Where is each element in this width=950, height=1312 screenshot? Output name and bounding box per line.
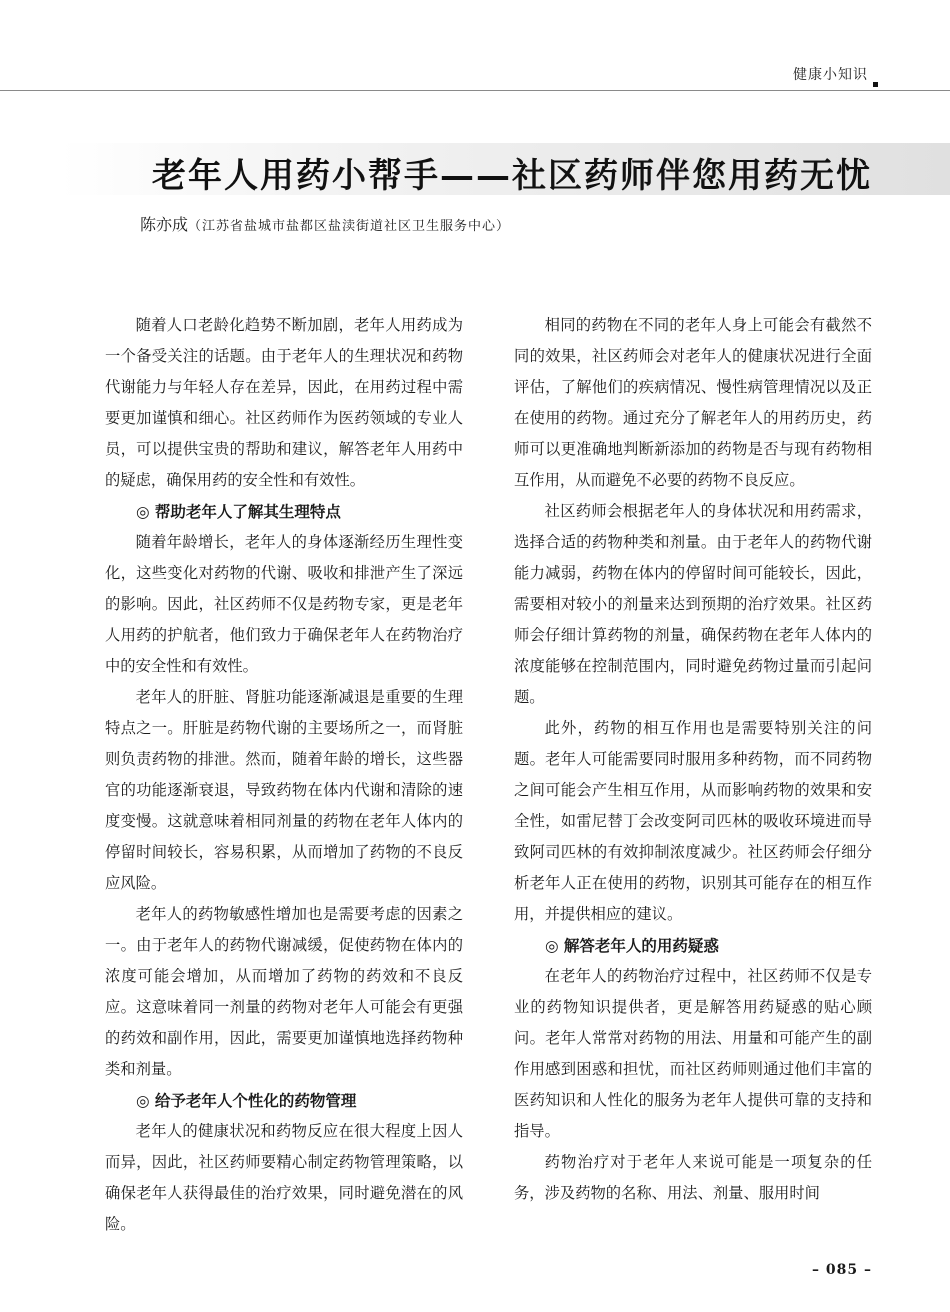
paragraph: 老年人的药物敏感性增加也是需要考虑的因素之一。由于老年人的药物代谢减缓，促使药物在体内的浓度可能会增加，从而增加了药物的药效和不良反应。这意味着同一剂量的药物对老年人可能会有更强的药效和副作用，因此，需要更加谨慎地选择药物种类和剂量。 <box>105 905 463 1078</box>
left-column <box>105 310 463 1240</box>
paragraph: 药物治疗对于老年人来说可能是一项复杂的任务，涉及药物的名称、用法、剂量、服用时间 <box>514 1153 872 1202</box>
page-number: – 085 – <box>812 1262 872 1278</box>
paragraph: 在老年人的药物治疗过程中，社区药师不仅是专业的药物知识提供者，更是解答用药疑惑的贴心顾问。老年人常常对药物的用法、用量和可能产生的副作用感到困惑和担忧，而社区药师则通过他们丰富的医药知识和人性化的服务为老年人提供可靠的支持和指导。 <box>514 967 872 1140</box>
byline <box>140 212 510 235</box>
paragraph: 此外，药物的相互作用也是需要特别关注的问题。老年人可能需要同时服用多种药物，而不同药物之间可能会产生相互作用，从而影响药物的效果和安全性，如雷尼替丁会改变阿司匹林的吸收环境进而导致阿司匹林的有效抑制浓度减少。社区药师会仔细分析老年人正在使用的药物，识别其可能存在的相互作用，并提供相应的建议。 <box>514 719 872 923</box>
paragraph: 随着年龄增长，老年人的身体逐渐经历生理性变化，这些变化对药物的代谢、吸收和排泄产生了深远的影响。因此，社区药师不仅是药物专家，更是老年人用药的护航者，他们致力于确保老年人在药物治疗中的安全性和有效性。 <box>105 533 463 675</box>
paragraph: 老年人的健康状况和药物反应在很大程度上因人而异，因此，社区药师要精心制定药物管理策略，以确保老年人获得最佳的治疗效果，同时避免潜在的风险。 <box>105 1122 463 1233</box>
article-title: 老年人用药小帮手——社区药师伴您用药无忧 <box>152 156 872 196</box>
section-heading: ◎ 给予老年人个性化的药物管理 <box>136 1091 357 1110</box>
author-name: 陈亦成 <box>140 215 189 234</box>
section-heading: ◎ 解答老年人的用药疑惑 <box>545 936 719 955</box>
right-column <box>514 310 872 1209</box>
header-square-mark <box>873 82 878 87</box>
section-label: 健康小知识 <box>793 67 868 83</box>
paragraph: 老年人的肝脏、肾脏功能逐渐减退是重要的生理特点之一。肝脏是药物代谢的主要场所之一，而肾脏则负责药物的排泄。然而，随着年龄的增长，这些器官的功能逐渐衰退，导致药物在体内代谢和清除的速度变慢。这就意味着相同剂量的药物在老年人体内的停留时间较长，容易积累，从而增加了药物的不良反应风险。 <box>105 688 463 892</box>
author-affiliation: （江苏省盐城市盐都区盐渎街道社区卫生服务中心） <box>188 219 511 234</box>
paragraph: 相同的药物在不同的老年人身上可能会有截然不同的效果，社区药师会对老年人的健康状况进行全面评估，了解他们的疾病情况、慢性病管理情况以及正在使用的药物。通过充分了解老年人的用药历史，药师可以更准确地判断新添加的药物是否与现有药物相互作用，从而避免不必要的药物不良反应。 <box>514 316 872 489</box>
header-divider <box>0 90 950 91</box>
paragraph: 社区药师会根据老年人的身体状况和用药需求，选择合适的药物种类和剂量。由于老年人的药物代谢能力减弱，药物在体内的停留时间可能较长，因此，需要相对较小的剂量来达到预期的治疗效果。社区药师会仔细计算药物的剂量，确保药物在老年人体内的浓度能够在控制范围内，同时避免药物过量而引起问题。 <box>514 502 872 706</box>
section-heading: ◎ 帮助老年人了解其生理特点 <box>136 502 341 521</box>
paragraph: 随着人口老龄化趋势不断加剧，老年人用药成为一个备受关注的话题。由于老年人的生理状况和药物代谢能力与年轻人存在差异，因此，在用药过程中需要更加谨慎和细心。社区药师作为医药领域的专业人员，可以提供宝贵的帮助和建议，解答老年人用药中的疑虑，确保用药的安全性和有效性。 <box>105 316 463 489</box>
